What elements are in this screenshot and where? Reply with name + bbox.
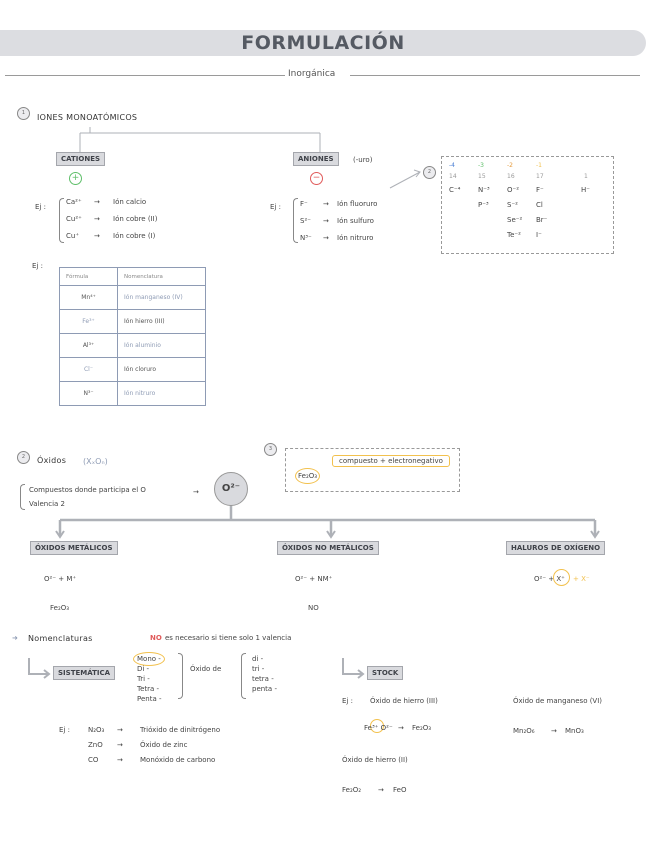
suffix-tetra: tetra - [252, 675, 274, 683]
element-o: O⁻² [507, 186, 520, 194]
suffix-brace [241, 653, 246, 699]
anions-brace [293, 198, 298, 243]
group-16: 16 [507, 173, 515, 180]
group-17: 17 [536, 173, 544, 180]
branch-example-metallic: Fe₂O₃ [50, 604, 70, 612]
stock-ex1-result: Fe₂O₃ [412, 724, 432, 732]
sys-arrow-2: → [117, 741, 123, 749]
stock-ex2-arrow: → [378, 786, 384, 794]
stock-ex3-result: MnO₃ [565, 727, 584, 735]
prefix-tri: Tri - [137, 675, 150, 683]
branch-label-metallic: ÓXIDOS METÁLICOS [30, 541, 118, 555]
sys-formula-3: CO [88, 756, 99, 764]
table-cell-name: Ión cloruro [118, 358, 206, 382]
anion-arrow-2: → [323, 217, 329, 225]
element-te: Te⁻² [507, 231, 521, 239]
prefix-di: Di - [137, 665, 150, 673]
stock-ej: Ej : [342, 697, 353, 705]
definition-line-1: Compuestos donde participa el O [29, 486, 146, 494]
anion-ion-2: S²⁻ [300, 217, 311, 225]
section1-title: IONES MONOATÓMICOS [37, 113, 138, 122]
cations-brace [59, 198, 64, 243]
anion-name-2: Ión sulfuro [337, 217, 374, 225]
note-formula: Fe₂O₃ [298, 472, 318, 480]
stock-ex1-left: Fe³⁺ O²⁻ [364, 724, 393, 732]
prefix-penta: Penta - [137, 695, 162, 703]
minus-sign-icon: − [310, 172, 323, 185]
table-row [60, 286, 206, 310]
sys-formula-2: ZnO [88, 741, 103, 749]
table-header-nomenclature: Nomenclatura [118, 268, 206, 286]
branch-label-halides: HALUROS DE OXÍGENO [506, 541, 605, 555]
valence-17: -1 [536, 162, 542, 169]
section2-formula: (XₓOₙ) [83, 457, 108, 466]
table-row [60, 310, 206, 334]
cation-ion-1: Ca²⁺ [66, 198, 82, 206]
element-se: Se⁻² [507, 216, 523, 224]
table-cell-name: Ión nitruro [118, 382, 206, 406]
plus-sign-icon: + [69, 172, 82, 185]
cation-ion-2: Cu²⁺ [66, 215, 82, 223]
cation-name-2: Ión cobre (II) [113, 215, 158, 223]
stock-label: STOCK [367, 666, 403, 680]
anions-label: ANIONES [293, 152, 339, 166]
sys-name-1: Trióxido de dinitrógeno [140, 726, 221, 734]
stock-ex2-result: FeO [393, 786, 407, 794]
anion-ion-3: N³⁻ [300, 234, 312, 242]
branch-label-nonmetallic: ÓXIDOS NO METÁLICOS [277, 541, 379, 555]
sys-name-3: Monóxido de carbono [140, 756, 216, 764]
branch-example-nonmetallic: NO [308, 604, 319, 612]
sys-formula-1: N₂O₃ [88, 726, 105, 734]
stock-ex2-left: Fe₂O₂ [342, 786, 362, 794]
branch-expr-metallic: O²⁻ + M⁺ [44, 575, 77, 583]
prefix-tetra: Tetra - [137, 685, 160, 693]
table-cell-name: Ión hierro (III) [118, 310, 206, 334]
suffix-di: di - [252, 655, 264, 663]
halide-highlight [553, 569, 570, 586]
anion-name-3: Ión nitruro [337, 234, 374, 242]
table-cell-name: Ión aluminio [118, 334, 206, 358]
stock-ex3-arrow: → [551, 727, 557, 735]
suffix-penta: penta - [252, 685, 277, 693]
cation-ion-3: Cu⁺ [66, 232, 80, 240]
element-cl: Cl [536, 201, 543, 209]
suffix-tri: tri - [252, 665, 265, 673]
table-cell-formula: Al³⁺ [60, 334, 118, 358]
stock-ex1-arrow: → [398, 724, 404, 732]
valence-14: -4 [449, 162, 455, 169]
cation-arrow-3: → [94, 232, 100, 240]
subtitle: Inorgánica [288, 69, 336, 79]
cation-name-3: Ión cobre (I) [113, 232, 156, 240]
element-c: C⁻⁴ [449, 186, 461, 194]
systematic-label: SISTEMÁTICA [53, 666, 115, 680]
bullet-arrow-icon: ➜ [12, 634, 18, 642]
element-br: Br⁻ [536, 216, 548, 224]
table-row [60, 358, 206, 382]
stock-ex2-title: Óxido de hierro (II) [342, 756, 408, 764]
element-p: P⁻³ [478, 201, 489, 209]
element-i: I⁻ [536, 231, 542, 239]
systematic-ej: Ej : [59, 726, 70, 734]
group-1: 1 [584, 173, 588, 180]
section2-title: Óxidos [37, 456, 67, 465]
prefix-brace-right [178, 653, 183, 699]
cation-arrow-2: → [94, 215, 100, 223]
valence-16: -2 [507, 162, 513, 169]
section-number-1: 1 [17, 107, 30, 120]
section3-title: Nomenclaturas [28, 634, 93, 643]
anions-ej: Ej : [270, 203, 281, 211]
branch-example-halides: + X⁻ [573, 575, 590, 583]
group-14: 14 [449, 173, 457, 180]
section-number-2: 2 [423, 166, 436, 179]
oxide-ion-circle: O²⁻ [214, 472, 248, 506]
prefix-mono: Mono - [137, 655, 161, 663]
anion-name-1: Ión fluoruro [337, 200, 378, 208]
table-cell-name: Ión manganeso (IV) [118, 286, 206, 310]
stock-ex1-title: Óxido de hierro (III) [370, 697, 438, 705]
element-s: S⁻² [507, 201, 518, 209]
table-cell-formula: Cl⁻ [60, 358, 118, 382]
nomenclature-table [59, 267, 206, 406]
valence-15: -3 [478, 162, 484, 169]
table-cell-formula: Fe³⁺ [60, 310, 118, 334]
cations-label: CATIONES [56, 152, 105, 166]
note-text: compuesto + electronegativo [332, 455, 450, 467]
stock-ex3-left: Mn₂O₆ [513, 727, 535, 735]
table-row [60, 334, 206, 358]
section-number-2b: 2 [17, 451, 30, 464]
cation-arrow-1: → [94, 198, 100, 206]
definition-brace [20, 484, 25, 510]
page-title: FORMULACIÓN [241, 32, 405, 54]
group-15: 15 [478, 173, 486, 180]
table-cell-formula: N³⁻ [60, 382, 118, 406]
element-n: N⁻³ [478, 186, 490, 194]
section3-note: es necesario si tiene solo 1 valencia [165, 634, 292, 642]
table-header-formula: Fórmula [60, 268, 118, 286]
branch-expr-nonmetallic: O²⁻ + NM⁺ [295, 575, 333, 583]
stock-ex3-title: Óxido de manganeso (VI) [513, 697, 603, 705]
cations-ej: Ej : [35, 203, 46, 211]
periodic-table-box [441, 156, 614, 254]
anion-arrow-3: → [323, 234, 329, 242]
no-label: NO [150, 634, 162, 642]
table-row [60, 382, 206, 406]
anions-suffix: (-uro) [353, 156, 373, 164]
branch-expr-halides: O²⁻ + X⁺ [534, 575, 565, 583]
sys-arrow-1: → [117, 726, 123, 734]
section-number-3: 3 [264, 443, 277, 456]
definition-arrow: → [193, 488, 199, 496]
oxide-of-text: Óxido de [190, 665, 222, 673]
definition-line-2: Valencia 2 [29, 500, 65, 508]
sys-arrow-3: → [117, 756, 123, 764]
table-cell-formula: Mn⁴⁺ [60, 286, 118, 310]
anion-ion-1: F⁻ [300, 200, 308, 208]
anion-arrow-1: → [323, 200, 329, 208]
element-h: H⁻ [581, 186, 590, 194]
table-ej: Ej : [32, 262, 43, 270]
cation-name-1: Ión calcio [113, 198, 147, 206]
element-f: F⁻ [536, 186, 544, 194]
sys-name-2: Óxido de zinc [140, 741, 188, 749]
